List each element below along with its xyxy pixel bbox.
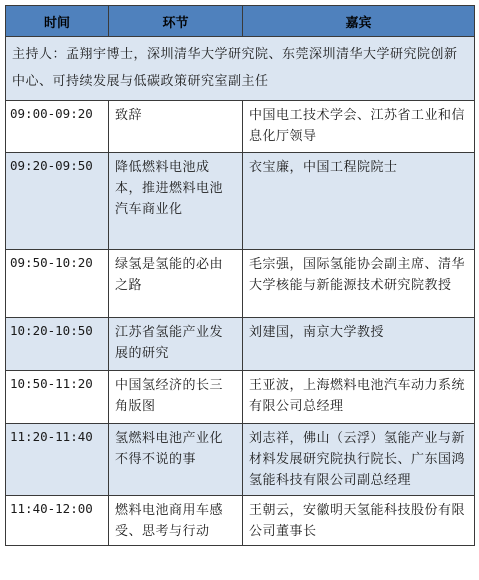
header-row	[6, 6, 475, 37]
header-segment: 环节	[109, 6, 243, 37]
row-guest: 中国电工技术学会、江苏省工业和信息化厅领导	[243, 101, 475, 153]
row-guest: 刘建国，南京大学教授	[243, 318, 475, 371]
row-time: 10:50-11:20	[6, 371, 109, 424]
row-time: 11:20-11:40	[6, 424, 109, 496]
agenda-table	[5, 5, 475, 546]
row-guest: 王朝云，安徽明天氢能科技股份有限公司董事长	[243, 496, 475, 546]
table-row	[6, 101, 475, 153]
row-time: 11:40-12:00	[6, 496, 109, 546]
table-row	[6, 424, 475, 496]
row-time: 10:20-10:50	[6, 318, 109, 371]
host-cell: 主持人：孟翔宇博士，深圳清华大学研究院、东莞深圳清华大学研究院创新中心、可持续发展与低碳政策研究室副主任	[6, 37, 475, 101]
row-time: 09:50-10:20	[6, 250, 109, 318]
row-topic: 致辞	[109, 101, 243, 153]
row-topic: 江苏省氢能产业发展的研究	[109, 318, 243, 371]
table-row	[6, 153, 475, 250]
row-time: 09:00-09:20	[6, 101, 109, 153]
table-row	[6, 371, 475, 424]
row-guest: 衣宝廉，中国工程院院士	[243, 153, 475, 250]
header-guest: 嘉宾	[243, 6, 475, 37]
row-guest: 毛宗强，国际氢能协会副主席、清华大学核能与新能源技术研究院教授	[243, 250, 475, 318]
row-topic: 绿氢是氢能的必由之路	[109, 250, 243, 318]
row-topic: 燃料电池商用车感受、思考与行动	[109, 496, 243, 546]
table-row	[6, 250, 475, 318]
row-guest: 刘志祥，佛山（云浮）氢能产业与新材料发展研究院执行院长、广东国鸿氢能科技有限公司副总经理	[243, 424, 475, 496]
header-time: 时间	[6, 6, 109, 37]
row-guest: 王亚波，上海燃料电池汽车动力系统有限公司总经理	[243, 371, 475, 424]
row-time: 09:20-09:50	[6, 153, 109, 250]
table-row	[6, 318, 475, 371]
row-topic: 降低燃料电池成本，推进燃料电池汽车商业化	[109, 153, 243, 250]
host-row	[6, 37, 475, 101]
table-row	[6, 496, 475, 546]
row-topic: 氢燃料电池产业化不得不说的事	[109, 424, 243, 496]
row-topic: 中国氢经济的长三角版图	[109, 371, 243, 424]
